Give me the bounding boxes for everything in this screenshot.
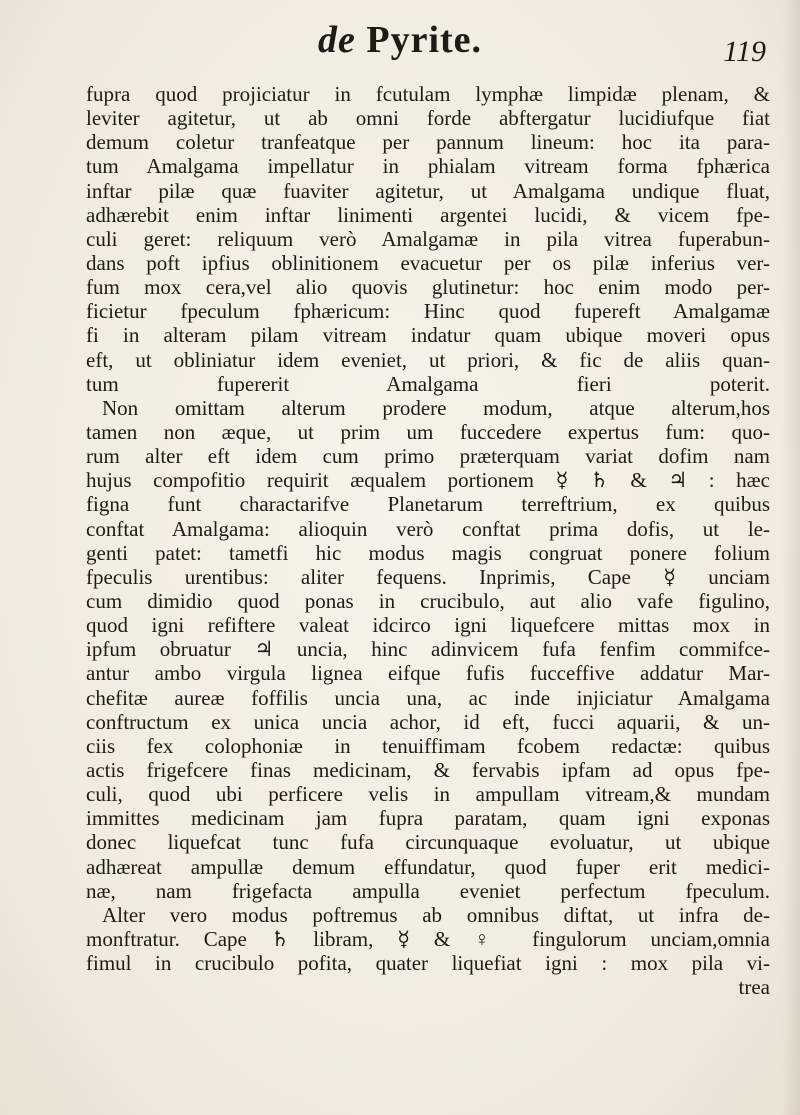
text-line: donec liquefcat tunc fufa circunquaque evoluatur, ut ubique bbox=[86, 830, 770, 855]
body-text bbox=[86, 82, 770, 999]
text-line: fpeculis urentibus: aliter fequens. Inprimis, Cape ☿ unciam bbox=[86, 564, 770, 589]
text-line: immittes medicinam jam fupra paratam, quam igni exponas bbox=[86, 806, 770, 831]
text-line: Alter vero modus poftremus ab omnibus diftat, ut infra de- bbox=[102, 902, 770, 927]
text-line: næ, nam frigefacta ampulla eveniet perfectum fpeculum. bbox=[86, 878, 770, 903]
text-line: rum alter eft idem cum primo præterquam variat dofim nam bbox=[86, 444, 770, 469]
text-line: quod igni refiftere valeat idcirco igni liquefcere mittas mox in bbox=[86, 613, 770, 638]
page-number: 119 bbox=[723, 35, 766, 68]
running-title-main: Pyrite. bbox=[366, 19, 483, 61]
text-line: tum fupererit Amalgama fieri poterit. bbox=[86, 371, 770, 396]
text-line: figna funt charactarifve Planetarum terreftrium, ex quibus bbox=[86, 492, 770, 517]
text-line: eft, ut obliniatur idem eveniet, ut priori, & fic de aliis quan- bbox=[86, 347, 770, 372]
text-line: fum mox cera,vel alio quovis glutinetur: hoc enim modo per- bbox=[86, 275, 770, 300]
text-line: cum dimidio quod ponas in crucibulo, aut alio vafe figulino, bbox=[86, 588, 770, 613]
text-line: trea bbox=[738, 975, 770, 1000]
text-line: actis frigefcere finas medicinam, & fervabis ipfam ad opus fpe- bbox=[86, 757, 770, 782]
text-line: chefitæ aureæ foffilis uncia una, ac inde injiciatur Amalgama bbox=[86, 685, 770, 710]
text-line: genti patet: tametfi hic modus magis congruat ponere folium bbox=[86, 540, 770, 565]
text-line: fupra quod projiciatur in fcutulam lymphæ limpidæ plenam, & bbox=[86, 82, 770, 106]
text-line: inftar pilæ quæ fuaviter agitetur, ut Amalgama undique fluat, bbox=[86, 178, 770, 203]
text-line: tum Amalgama impellatur in phialam vitream forma fphærica bbox=[86, 154, 770, 179]
text-line: demum coletur tranfeatque per pannum lineum: hoc ita para- bbox=[86, 130, 770, 155]
text-line: ciis fex colophoniæ in tenuiffimam fcobem redactæ: quibus bbox=[86, 733, 770, 758]
running-title-prefix: de bbox=[317, 19, 356, 61]
page-edge-shadow bbox=[782, 0, 800, 1115]
text-line: hujus compofitio requirit æqualem portionem ☿ ♄ & ♃ : hæc bbox=[86, 468, 770, 493]
text-line: tamen non æque, ut prim um fuccedere expertus fum: quo- bbox=[86, 419, 770, 444]
text-line: culi geret: reliquum verò Amalgamæ in pila vitrea fuperabun- bbox=[86, 226, 770, 251]
text-line: dans poft ipfius oblinitionem evacuetur per os pilæ inferius ver- bbox=[86, 250, 770, 275]
text-line: conftat Amalgama: alioquin verò conftat prima dofis, ut le- bbox=[86, 516, 770, 541]
page-header bbox=[0, 14, 800, 74]
text-line: ipfum obruatur ♃ uncia, hinc adinvicem fufa fenfim commifce- bbox=[86, 637, 770, 662]
text-line: fi in alteram pilam vitream indatur quam ubique moveri opus bbox=[86, 323, 770, 348]
text-line: fimul in crucibulo pofita, quater liquefiat igni : mox pila vi- bbox=[86, 951, 770, 976]
text-line: Non omittam alterum prodere modum, atque alterum,hos bbox=[102, 395, 770, 420]
text-line: leviter agitetur, ut ab omni forde abftergatur lucidiufque fiat bbox=[86, 106, 770, 131]
text-line: ficietur fpeculum fphæricum: Hinc quod fupereft Amalgamæ bbox=[86, 299, 770, 324]
text-line: adhærebit enim inftar linimenti argentei lucidi, & vicem fpe- bbox=[86, 202, 770, 227]
running-title bbox=[0, 14, 800, 66]
text-line: culi, quod ubi perficere velis in ampullam vitream,& mundam bbox=[86, 782, 770, 807]
text-line: monftratur. Cape ♄ libram, ☿ & ♀ fingulorum unciam,omnia bbox=[86, 926, 770, 951]
text-line: antur ambo virgula lignea eifque fufis fucceffive addatur Mar- bbox=[86, 661, 770, 686]
text-line: conftructum ex unica uncia achor, id eft, fucci aquarii, & un- bbox=[86, 709, 770, 734]
text-line: adhæreat ampullæ demum effundatur, quod fuper erit medici- bbox=[86, 854, 770, 879]
